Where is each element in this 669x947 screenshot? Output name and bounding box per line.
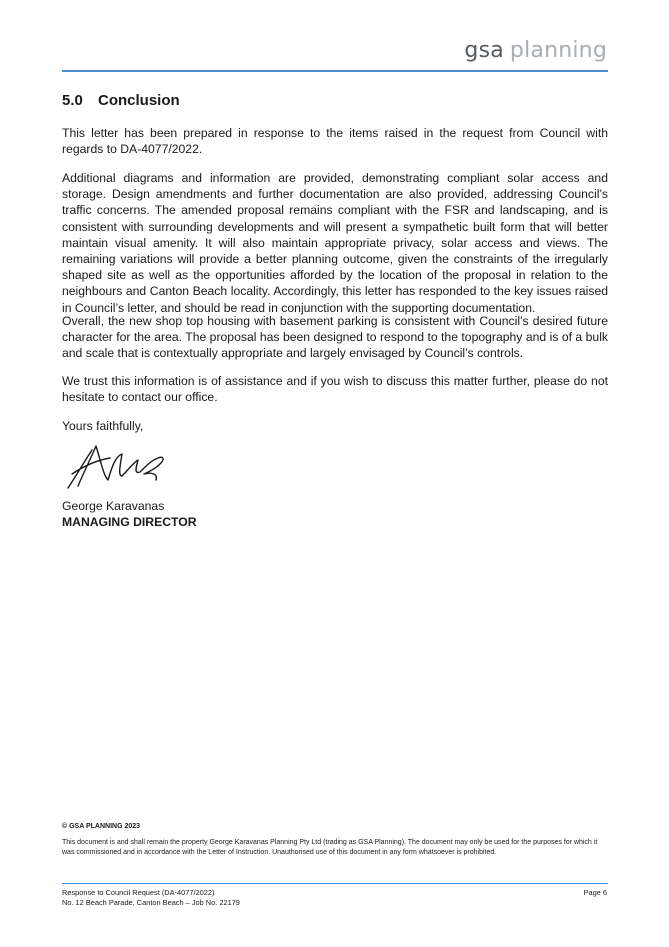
footer-divider: [62, 883, 608, 884]
logo-text-gsa: gsa: [464, 38, 504, 63]
paragraph-closing: We trust this information is of assistance and if you wish to discuss this matter further, please do not hesitate to contact our office.: [62, 374, 608, 405]
section-heading: [62, 92, 180, 109]
copyright-notice: This document is and shall remain the property George Karavanas Planning Pty Ltd (trading as GSA Planning). The document may only be used for the purposes for which it was commissioned and in accordance with the Letter of Instruction. Unauthorised use of this document in any form whatsoever is prohibited.: [62, 839, 598, 856]
logo-text-planning: planning: [509, 38, 607, 63]
paragraph-intro: This letter has been prepared in response to the items raised in the request from Council with regards to DA-4077/2022.: [62, 126, 608, 157]
signatory-name: George Karavanas: [62, 499, 165, 513]
footer-reference: [62, 888, 240, 908]
paragraph-overall: Overall, the new shop top housing with basement parking is consistent with Council’s desired future character for the area. The proposal has been designed to respond to the topography and is of a bulk and scale that is contextually appropriate and largely envisaged by Council’s controls.: [62, 314, 608, 361]
section-title: Conclusion: [98, 92, 180, 109]
footer-line-2: No. 12 Beach Parade, Canton Beach – Job No. 22179: [62, 898, 240, 907]
copyright-heading: © GSA PLANNING 2023: [62, 823, 141, 830]
header-divider: [62, 70, 608, 72]
footer-line-1: Response to Council Request (DA-4077/2022): [62, 888, 215, 897]
signature-image: [62, 436, 170, 492]
signatory-title: MANAGING DIRECTOR: [62, 515, 197, 529]
company-logo: [464, 40, 607, 62]
paragraph-summary: Additional diagrams and information are provided, demonstrating compliant solar access and storage. Design amendments and further documentation are also provided, addressing Council’s traffic concerns. The amended proposal remains compliant with the FSR and landscaping, and is consistent with surrounding developments and will present a sympathetic built form that will better maintain visual amenity. It will also maintain appropriate privacy, solar access and views. The remaining variations will provide a better planning outcome, given the constraints of the irregularly shaped site as well as the opportunities afforded by the location of the proposal in relation to the neighbours and Canton Beach locality. Accordingly, this letter has responded to the key issues raised in Council’s letter, and should be read in conjunction with the supporting documentation.: [62, 171, 608, 315]
section-number: 5.0: [62, 92, 83, 109]
closing-salutation: Yours faithfully,: [62, 419, 144, 433]
page-number: Page 6: [583, 888, 607, 897]
